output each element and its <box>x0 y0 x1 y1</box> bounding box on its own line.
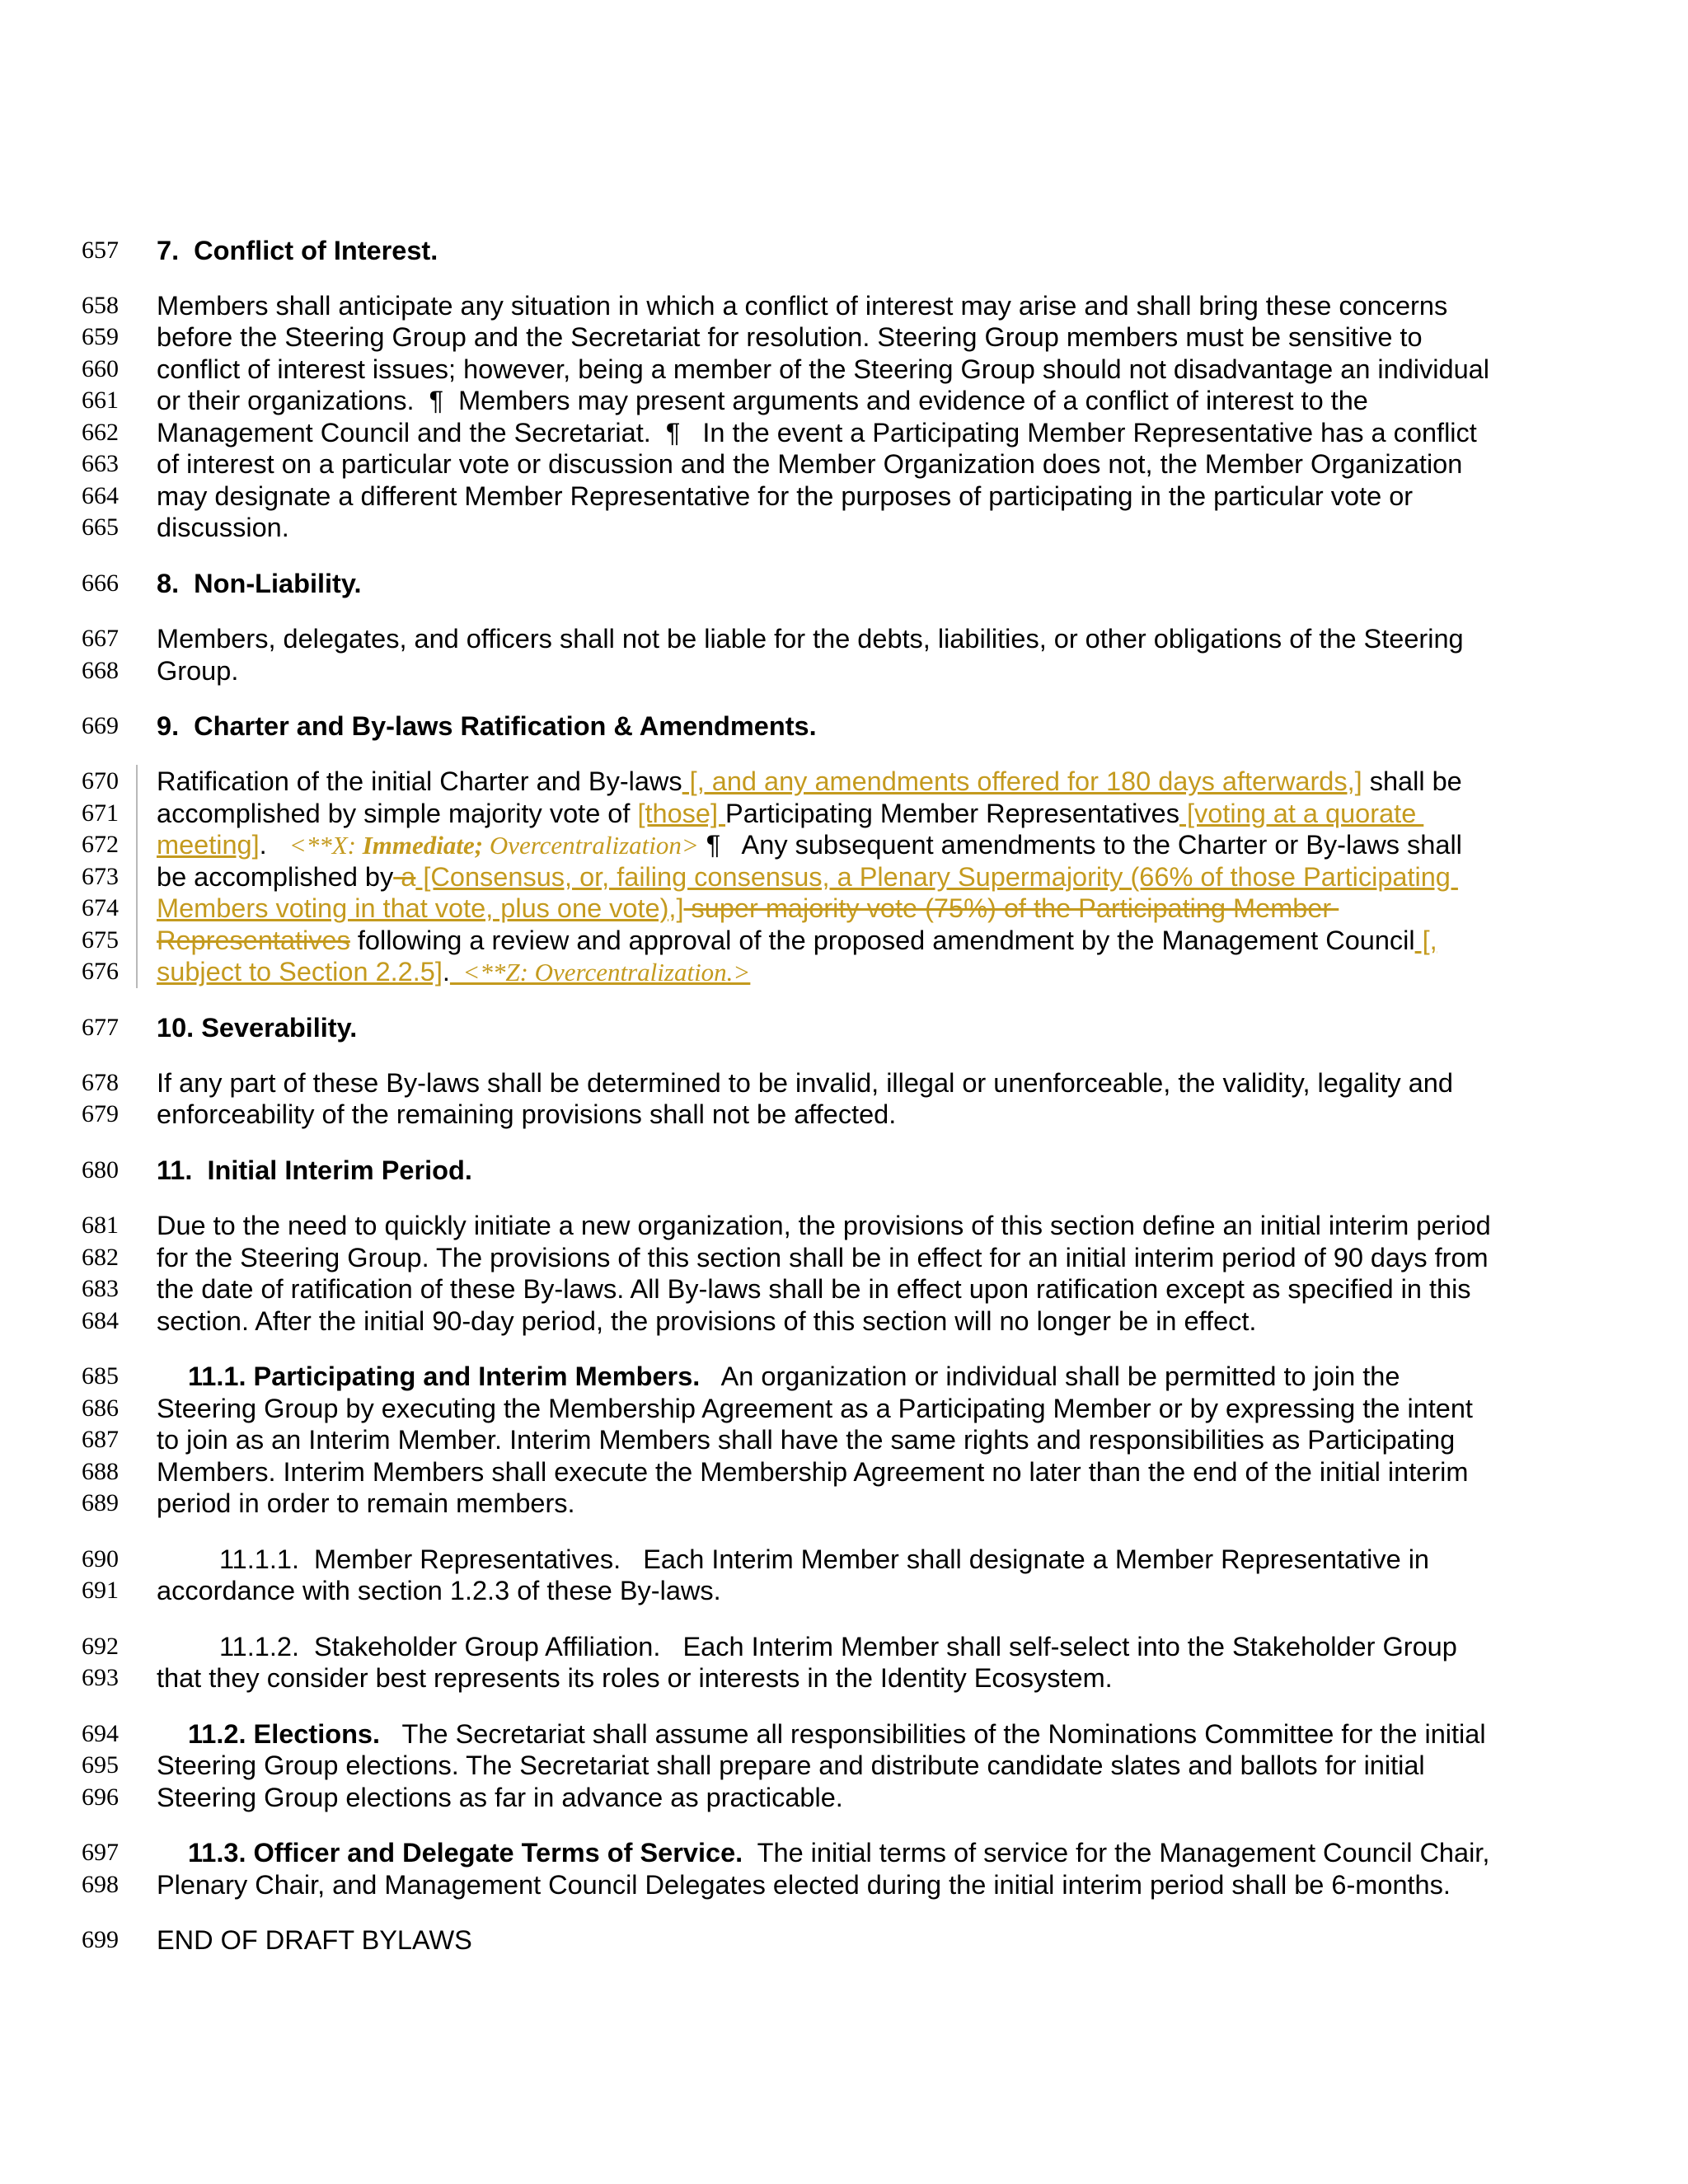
paragraph-text: conflict of interest issues; however, being a member of the Steering Group should not disadvantage an individual <box>157 354 1489 384</box>
review-comment: <**Z: Overcentralization.> <box>449 958 751 987</box>
text-run: The initial terms of service for the Management Council Chair, <box>743 1838 1490 1868</box>
text-line <box>0 1241 1688 1274</box>
line-number: 683 <box>82 1275 119 1302</box>
line-number: 670 <box>82 767 119 794</box>
heading-initial-interim-period <box>0 1154 1688 1187</box>
paragraph-text: 11.1.2. Stakeholder Group Affiliation. Each Interim Member shall self-select into the Stakeholder Group <box>219 1632 1457 1661</box>
text-line <box>0 828 1688 861</box>
line-number: 687 <box>82 1426 119 1453</box>
text-line <box>0 289 1688 322</box>
line-number: 694 <box>82 1720 119 1747</box>
text-line <box>0 1630 1688 1663</box>
text-line <box>0 797 1688 830</box>
paragraph-text <box>157 797 1423 830</box>
text-line <box>0 924 1688 957</box>
paragraph-text: accordance with section 1.2.3 of these By-laws. <box>157 1576 721 1605</box>
paragraph-text <box>188 1836 1489 1869</box>
line-number: 662 <box>82 419 119 446</box>
paragraph-text: section. After the initial 90-day period, the provisions of this section will no longer be in effect. <box>157 1306 1257 1336</box>
text-line <box>0 1487 1688 1520</box>
text-line <box>0 622 1688 655</box>
text-line <box>0 654 1688 687</box>
line-number: 684 <box>82 1307 119 1334</box>
paragraph-text: or their organizations. ¶ Members may present arguments and evidence of a conflict of interest to the <box>157 386 1368 415</box>
inserted-text: [, <box>1414 926 1437 955</box>
text-line <box>0 1749 1688 1782</box>
line-number: 690 <box>82 1545 119 1572</box>
line-number: 686 <box>82 1394 119 1422</box>
line-number: 691 <box>82 1577 119 1604</box>
line-number: 665 <box>82 513 119 541</box>
paragraph-text: Steering Group elections. The Secretariat shall prepare and distribute candidate slates and ballots for initial <box>157 1750 1425 1780</box>
comment-text: Overcentralization> <box>483 831 699 860</box>
change-bar <box>136 892 138 925</box>
heading-conflict-of-interest <box>0 234 1688 267</box>
line-number: 669 <box>82 712 119 739</box>
line-number: 658 <box>82 292 119 319</box>
text-run: The Secretariat shall assume all responsibilities of the Nominations Committee for the initial <box>380 1719 1486 1749</box>
paragraph-text: Members. Interim Members shall execute the Membership Agreement no later than the end of the initial interim <box>157 1457 1469 1487</box>
paragraph-text <box>188 1718 1486 1750</box>
section-heading: 9. Charter and By-laws Ratification & Amendments. <box>157 711 817 741</box>
text-run: Ratification of the initial Charter and By-laws <box>157 766 682 796</box>
inserted-text: [Consensus, or, failing consensus, a Plenary Supermajority (66% of those Participating <box>415 862 1458 892</box>
section-heading: 8. Non-Liability. <box>157 569 362 598</box>
text-line <box>0 1718 1688 1750</box>
inserted-text: [, and any amendments offered for 180 days afterwards,] <box>682 766 1362 796</box>
paragraph-text: Management Council and the Secretariat. ¶ In the event a Participating Member Representative has a conflict <box>157 418 1477 448</box>
line-number: 698 <box>82 1871 119 1898</box>
text-line <box>0 1574 1688 1607</box>
line-number: 699 <box>82 1926 119 1953</box>
line-number: 678 <box>82 1069 119 1096</box>
line-number: 660 <box>82 355 119 382</box>
change-bar <box>136 860 138 893</box>
line-number: 680 <box>82 1156 119 1183</box>
line-number: 689 <box>82 1489 119 1516</box>
line-number: 697 <box>82 1839 119 1866</box>
line-number: 693 <box>82 1664 119 1691</box>
section-heading: 11. Initial Interim Period. <box>157 1155 472 1185</box>
end-of-draft <box>0 1924 1688 1957</box>
text-line <box>0 1392 1688 1425</box>
section-heading: 10. Severability. <box>157 1013 358 1043</box>
text-line <box>0 1360 1688 1393</box>
paragraph-text: Group. <box>157 656 239 686</box>
text-line <box>0 1066 1688 1099</box>
change-bar <box>136 765 138 798</box>
line-number: 663 <box>82 450 119 477</box>
comment-text: <**X: <box>288 831 363 860</box>
line-number: 681 <box>82 1212 119 1239</box>
line-number: 659 <box>82 323 119 350</box>
paragraph-text: Steering Group by executing the Membership Agreement as a Participating Member or by expressing the intent <box>157 1394 1473 1423</box>
paragraph-text: Due to the need to quickly initiate a new organization, the provisions of this section define an initial interim period <box>157 1211 1491 1240</box>
inserted-text: subject to Section 2.2.5] <box>157 957 443 987</box>
line-number: 682 <box>82 1244 119 1271</box>
comment-text-bold: Immediate; <box>362 831 484 860</box>
text-line <box>0 511 1688 544</box>
review-comment <box>289 831 699 860</box>
text-line <box>0 1781 1688 1814</box>
paragraph-text: enforceability of the remaining provisions shall not be affected. <box>157 1099 897 1129</box>
text-line <box>0 480 1688 513</box>
line-number: 692 <box>82 1633 119 1660</box>
paragraph-text: discussion. <box>157 513 289 542</box>
subsection-title: 11.3. Officer and Delegate Terms of Service. <box>188 1838 743 1868</box>
text-line <box>0 1836 1688 1869</box>
text-line <box>0 353 1688 386</box>
paragraph-text: to join as an Interim Member. Interim Members shall have the same rights and responsibilities as Participating <box>157 1425 1456 1455</box>
paragraph-text <box>157 860 1458 893</box>
heading-ratification <box>0 710 1688 743</box>
line-number: 664 <box>82 482 119 509</box>
text-run: following a review and approval of the proposed amendment by the Management Council <box>349 926 1415 955</box>
subsection-title: 11.1. Participating and Interim Members. <box>188 1361 701 1391</box>
line-number: 672 <box>82 831 119 858</box>
text-run: Participating Member Representatives <box>725 799 1179 828</box>
text-run: be accomplished by <box>157 862 394 892</box>
text-line <box>0 1661 1688 1694</box>
text-line <box>0 1209 1688 1242</box>
paragraph-text <box>157 955 750 989</box>
paragraph-text: the date of ratification of these By-laws. All By-laws shall be in effect upon ratification except as specified in this <box>157 1274 1471 1304</box>
text-line <box>0 860 1688 893</box>
paragraph-text <box>157 828 1462 862</box>
text-run: ¶ Any subsequent amendments to the Charter or By-laws shall <box>698 830 1462 860</box>
text-line <box>0 1868 1688 1901</box>
paragraph-text: before the Steering Group and the Secretariat for resolution. Steering Group members must be sensitive to <box>157 322 1423 352</box>
inserted-text: [voting at a quorate <box>1179 799 1424 828</box>
line-number: 667 <box>82 625 119 652</box>
line-number: 676 <box>82 958 119 985</box>
text-line <box>0 955 1688 988</box>
paragraph-text: Steering Group elections as far in advance as practicable. <box>157 1783 843 1812</box>
change-bar <box>136 797 138 830</box>
text-run: accomplished by simple majority vote of <box>157 799 638 828</box>
paragraph-text: Members shall anticipate any situation in which a conflict of interest may arise and shall bring these concerns <box>157 291 1448 321</box>
text-line <box>0 765 1688 798</box>
paragraph-text: may designate a different Member Representative for the purposes of participating in the particular vote or <box>157 481 1414 511</box>
paragraph-text: If any part of these By-laws shall be determined to be invalid, illegal or unenforceable, the validity, legality and <box>157 1068 1453 1098</box>
line-number: 674 <box>82 894 119 921</box>
paragraph-text: Members, delegates, and officers shall not be liable for the debts, liabilities, or other obligations of the Steering <box>157 624 1464 654</box>
paragraph-text: period in order to remain members. <box>157 1488 575 1518</box>
line-number: 661 <box>82 387 119 414</box>
change-bar <box>136 828 138 861</box>
paragraph-text <box>157 765 1462 798</box>
line-number: 679 <box>82 1100 119 1127</box>
paragraph-text <box>188 1360 1400 1393</box>
line-number: 657 <box>82 237 119 264</box>
change-bar <box>136 955 138 988</box>
text-line <box>0 448 1688 480</box>
text-line <box>0 892 1688 925</box>
line-number: 675 <box>82 926 119 954</box>
end-text: END OF DRAFT BYLAWS <box>157 1925 472 1955</box>
text-run: . <box>442 957 450 987</box>
line-number: 677 <box>82 1014 119 1041</box>
paragraph-text <box>157 892 1339 925</box>
change-bar <box>136 924 138 957</box>
line-number: 673 <box>82 863 119 890</box>
deleted-text: super majority vote (75%) of the Participating Member <box>683 893 1339 923</box>
paragraph-text: for the Steering Group. The provisions of this section shall be in effect for an initial interim period of 90 days from <box>157 1243 1489 1272</box>
deleted-text: a <box>393 862 416 892</box>
text-line <box>0 1423 1688 1456</box>
inserted-text: [those] <box>637 799 726 828</box>
line-number: 666 <box>82 569 119 597</box>
line-number: 668 <box>82 657 119 684</box>
text-run: shall be <box>1362 766 1462 796</box>
paragraph-text: 11.1.1. Member Representatives. Each Interim Member shall designate a Member Representative in <box>219 1544 1430 1574</box>
paragraph-text: Plenary Chair, and Management Council Delegates elected during the initial interim period shall be 6-months. <box>157 1870 1451 1900</box>
text-run: An organization or individual shall be permitted to join the <box>700 1361 1400 1391</box>
text-line <box>0 416 1688 449</box>
paragraph-text <box>157 924 1437 957</box>
text-run: . <box>259 830 289 860</box>
heading-severability <box>0 1011 1688 1044</box>
paragraph-text: of interest on a particular vote or discussion and the Member Organization does not, the Member Organization <box>157 449 1463 479</box>
deleted-text: Representatives <box>157 926 350 955</box>
line-number: 688 <box>82 1458 119 1485</box>
text-line <box>0 1098 1688 1131</box>
inserted-text: Members voting in that vote, plus one vote),] <box>157 893 684 923</box>
text-line <box>0 1543 1688 1576</box>
heading-non-liability <box>0 567 1688 600</box>
subsection-title: 11.2. Elections. <box>188 1719 381 1749</box>
text-line <box>0 321 1688 354</box>
line-number: 695 <box>82 1751 119 1779</box>
text-line <box>0 384 1688 417</box>
inserted-text: meeting] <box>157 830 260 860</box>
section-heading: 7. Conflict of Interest. <box>157 236 438 265</box>
text-line <box>0 1305 1688 1338</box>
line-number: 685 <box>82 1362 119 1390</box>
paragraph-text: that they consider best represents its roles or interests in the Identity Ecosystem. <box>157 1663 1113 1693</box>
text-line <box>0 1272 1688 1305</box>
line-number: 671 <box>82 799 119 827</box>
text-line <box>0 1455 1688 1488</box>
line-number: 696 <box>82 1783 119 1811</box>
